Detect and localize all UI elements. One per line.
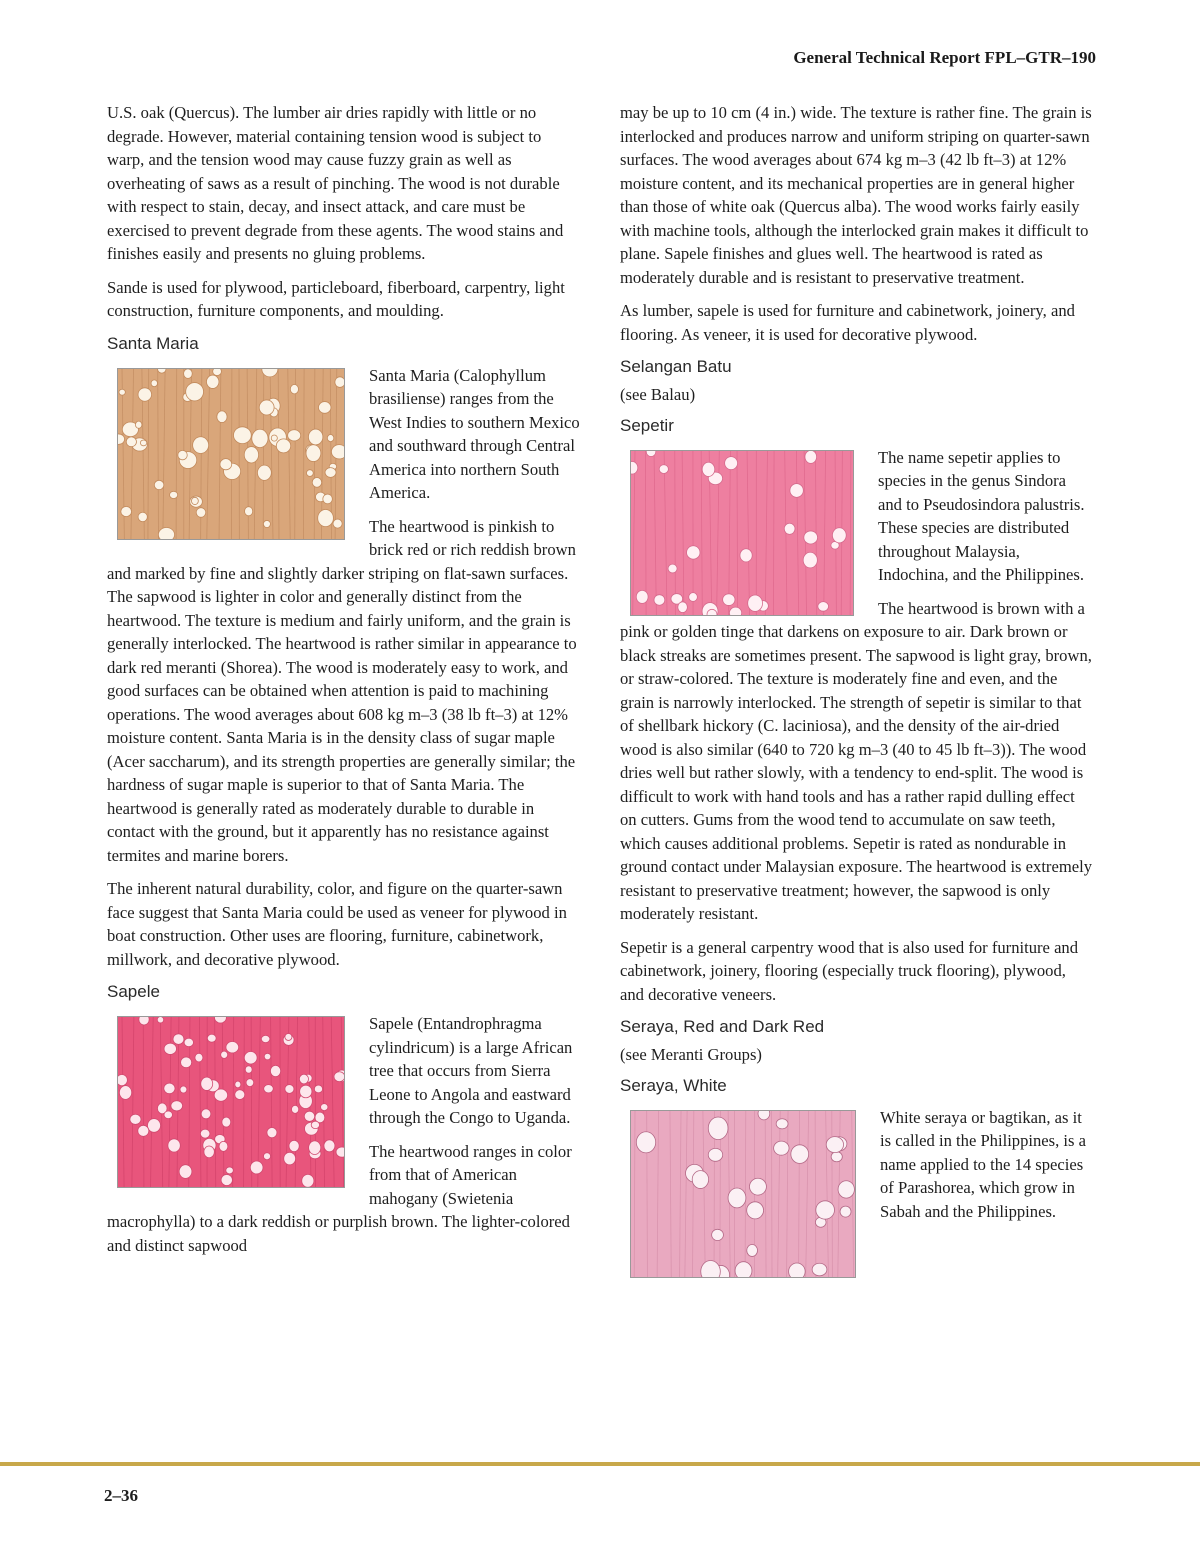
seraya-white-heading: Seraya, White: [620, 1075, 727, 1095]
sapele-paragraph-4: As lumber, sapele is used for furniture and cabinetwork, joinery, and flooring. As veneer, it is used for decorative plywood.: [620, 301, 1075, 344]
seraya-white-paragraph-1: White seraya or bagtikan, as it is called in the Philippines, is a name applied to the 14 species of Parashorea, which grow in Sabah and the Philippines.: [880, 1107, 1087, 1221]
sande-paragraph-2: Sande is used for plywood, particleboard, fiberboard, carpentry, light construction, furniture components, and moulding.: [107, 277, 565, 320]
sepetir-heading: Sepetir: [620, 415, 674, 435]
left-column: [107, 101, 581, 1267]
footer-rule: [0, 1462, 1200, 1466]
sepetir-paragraph-3: Sepetir is a general carpentry wood that is also used for furniture and cabinetwork, joinery, flooring (especially truck flooring), plywood, and decorative veneers.: [620, 937, 1079, 1004]
sepetir-wood-micrograph: [630, 450, 854, 616]
page-number: 2–36: [104, 1486, 138, 1505]
right-column: [620, 101, 1092, 1282]
sapele-paragraph-2: The heartwood ranges in color from that of American mahogany (Swietenia macrophylla) to a dark reddish or purplish brown. The lighter-colored and distinct sapwood: [107, 1141, 572, 1255]
report-header: General Technical Report FPL–GTR–190: [793, 48, 1096, 67]
sepetir-paragraph-2: The heartwood is brown with a pink or golden tinge that darkens on exposure to air. Dark brown or black streaks are sometimes present. The sapwood is light gray, brown, or straw-colored. The texture is moderately fine and even, and the grain is narrowly interlocked. The strength of sepetir is similar to that of shellbark hickory (C. laciniosa), and the density of the air-dried wood is also similar (640 to 720 kg m–3 (40 to 45 lb ft–3)). The wood dries well but rather slowly, with a tendency to end-split. The wood is difficult to work with hand tools and has a rather rapid dulling effect on cutters. Gums from the wood tend to accumulate on saw teeth, which causes additional problems. Sepetir is rated as nondurable in ground contact under Malaysian exposure. The heartwood is extremely resistant to preservative treatment; however, the sapwood is only moderately resistant.: [620, 598, 1093, 923]
white-seraya-wood-micrograph: [630, 1110, 856, 1278]
santa-maria-paragraph-1: Santa Maria (Calophyllum brasiliense) ranges from the West Indies to southern Mexico and southward through Central America into northern South America.: [369, 365, 580, 502]
sande-paragraph-1: U.S. oak (Quercus). The lumber air dries rapidly with little or no degrade. However, material containing tension wood is subject to warp, and the tension wood may cause fuzzy grain as well as overheating of saws as a result of pinching. The wood is not durable with respect to stain, decay, and insect attack, and care must be exercised to prevent degrade from these agents. The wood stains and finishes easily and presents no gluing problems.: [107, 103, 564, 263]
santa-maria-paragraph-2: The heartwood is pinkish to brick red or rich reddish brown and marked by fine and slightly darker striping on flat-sawn surfaces. The sapwood is lighter in color and generally distinct from the heartwood. The texture is medium and fairly uniform, and the grain is generally interlocked. The heartwood is rather similar in appearance to dark red meranti (Shorea). The wood is moderately easy to work, and good surfaces can be obtained when attention is paid to machining operations. The wood averages about 608 kg m–3 (38 lb ft–3) at 12% moisture content. Santa Maria is in the density class of sugar maple (Acer saccharum), and its strength properties are generally similar; the hardness of sugar maple is superior to that of Santa Maria. The heartwood is generally rated as moderately durable to durable in contact with the ground, but it apparently has no resistance against termites and marine borers.: [107, 516, 577, 865]
sapele-paragraph-1: Sapele (Entandrophragma cylindricum) is a large African tree that occurs from Sierra Leone to Angola and eastward through the Congo to Uganda.: [369, 1014, 573, 1127]
santa-maria-paragraph-3: The inherent natural durability, color, and figure on the quarter-sawn face suggest that Santa Maria could be used as veneer for plywood in boat construction. Other uses are flooring, furniture, cabinetwork, millwork, and decorative plywood.: [107, 879, 567, 969]
sapele-paragraph-3: may be up to 10 cm (4 in.) wide. The texture is rather fine. The grain is interlocked and produces narrow and uniform striping on quarter-sawn surfaces. The wood averages about 674 kg m–3 (42 lb ft–3) at 12% moisture content, and its mechanical properties are in general higher than those of white oak (Quercus alba). The wood works fairly easily with machine tools, although the interlocked grain makes it difficult to plane. Sapele finishes and glues well. The heartwood is rated as moderately durable and is resistant to preservative treatment.: [620, 103, 1092, 287]
selangan-batu-see: (see Balau): [620, 385, 696, 404]
seraya-red-heading: Seraya, Red and Dark Red: [620, 1017, 825, 1036]
sapele-heading: Sapele: [107, 982, 160, 1001]
santa-maria-heading: Santa Maria: [107, 333, 199, 353]
sepetir-paragraph-1: The name sepetir applies to species in the genus Sindora and to Pseudosindora palustris. These species are distributed throughout Malaysia, Indochina, and the Philippines.: [878, 447, 1085, 584]
seraya-red-see: (see Meranti Groups): [620, 1045, 762, 1064]
santa-maria-wood-micrograph: [117, 368, 345, 540]
selangan-batu-heading: Selangan Batu: [620, 357, 732, 376]
sapele-wood-micrograph: [117, 1016, 345, 1188]
